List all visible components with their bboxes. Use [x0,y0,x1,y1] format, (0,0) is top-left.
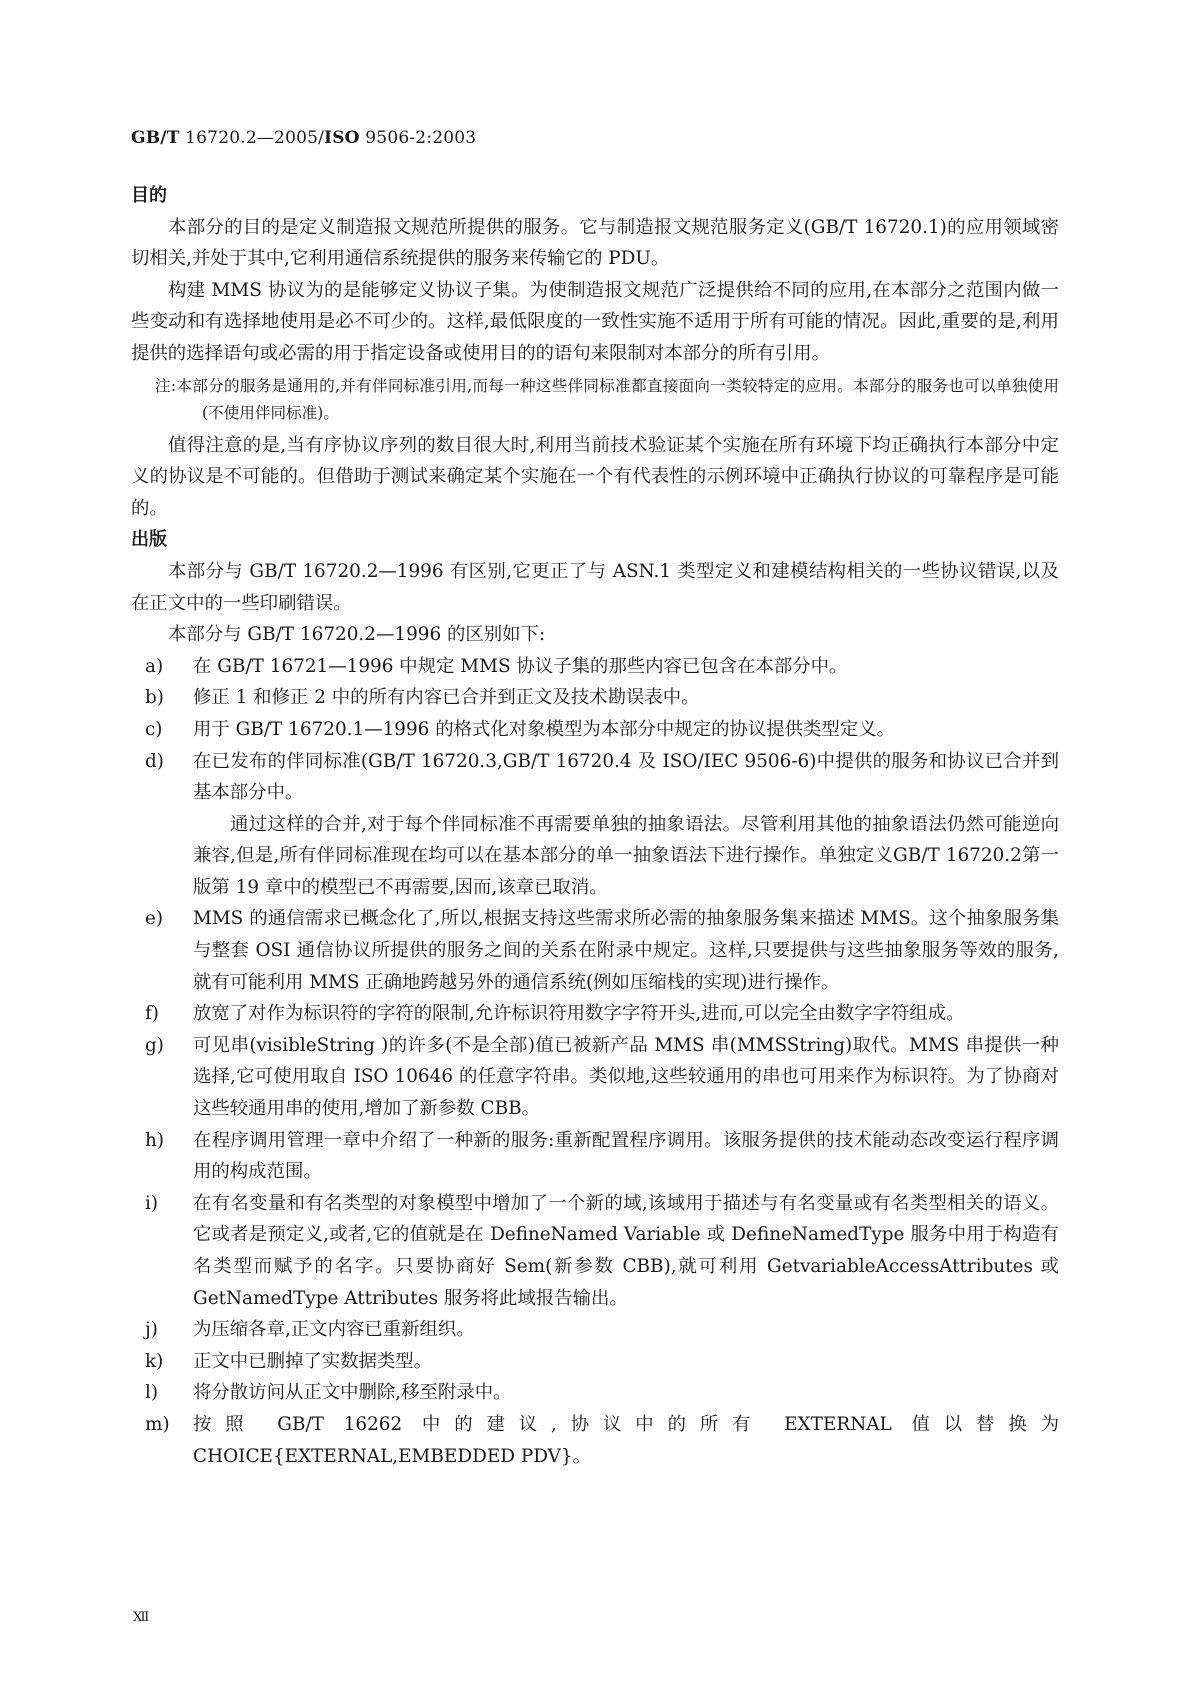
list-marker: k) [145,1350,164,1372]
list-marker: b) [145,687,164,709]
list-marker: a) [145,655,164,677]
list-item-text: 为压缩各章,正文内容已重新组织。 [193,1319,475,1341]
standard-prefix: GB/T [131,128,180,148]
list-item-text: 按照 GB/T 16262 中的建议,协议中的所有 EXTERNAL 值以替换为 CHOICE{EXTERNAL,EMBEDDED PDV}。 [193,1413,1059,1467]
list-item-text: 在有名变量和有名类型的对象模型中增加了一个新的域,该域用于描述与有名变量或有名类型相关的语义。它或者是预定义,或者,它的值就是在 DefineNamed Variable 或 DefineNamedType 服务中用于构造有名类型而赋予的名字。只要协商好 Sem(新参数 CBB),就可利用 GetvariableAccessAttributes 或 GetNamedType Attributes 服务将此域报告输出。 [193,1192,1059,1309]
list-marker: i) [145,1192,159,1214]
list-item [131,1377,1059,1409]
list-item [131,1188,1059,1314]
list-item [131,651,1059,683]
list-item [131,746,1059,809]
list-item [131,1409,1059,1472]
list-item-text: 将分散访问从正文中删除,移至附录中。 [193,1382,512,1404]
list-marker: l) [145,1382,159,1404]
list-item-d-paragraph: 通过这样的合并,对于每个伴同标准不再需要单独的抽象语法。尽管利用其他的抽象语法仍然可能逆向兼容,但是,所有伴同标准现在均可以在基本部分的单一抽象语法下进行操作。单独定义GB/T 16720.2第一版第 19 章中的模型已不再需要,因而,该章已取消。 [193,813,1059,898]
list-item-text: 用于 GB/T 16720.1—1996 的格式化对象模型为本部分中规定的协议提供类型定义。 [193,718,895,740]
list-item [131,682,1059,714]
list-item-text: 放宽了对作为标识符的字符的限制,允许标识符用数字字符开头,进而,可以完全由数字字符组成。 [193,1003,965,1025]
list-item-text: 在程序调用管理一章中介绍了一种新的服务:重新配置程序调用。该服务提供的技术能动态改变运行程序调用的构成范围。 [193,1129,1059,1183]
list-marker: d) [145,750,164,772]
list-item [131,1346,1059,1378]
list-item [131,903,1059,998]
purpose-paragraph-1: 本部分的目的是定义制造报文规范所提供的服务。它与制造报文规范服务定义(GB/T 16720.1)的应用领域密切相关,并处于其中,它利用通信系统提供的服务来传输它的 PDU。 [131,216,1059,270]
edition-paragraph-1: 本部分与 GB/T 16720.2—1996 有区别,它更正了与 ASN.1 类型定义和建模结构相关的一些协议错误,以及在正文中的一些印刷错误。 [131,560,1059,614]
list-item [131,998,1059,1030]
list-item-text: 可见串(visibleString )的许多(不是全部)值已被新产品 MMS 串(MMSString)取代。MMS 串提供一种选择,它可使用取自 ISO 10646 的任意字符串。类似地,这些较通用的串也可用来作为标识符。为了协商对这些较通用串的使用,增加了新参数 CBB。 [193,1034,1059,1120]
iso-prefix: ISO [324,128,360,148]
section-heading-edition: 出版 [131,529,167,551]
page-header [131,128,476,148]
purpose-paragraph-2: 构建 MMS 协议为的是能够定义协议子集。为使制造报文规范广泛提供给不同的应用,在本部分之范围内做一些变动和有选择地使用是必不可少的。这样,最低限度的一致性实施不适用于所有可能的情况。因此,重要的是,利用提供的选择语句或必需的用于指定设备或使用目的的语句来限制对本部分的所有引用。 [131,279,1059,364]
list-item-text: 在 GB/T 16721—1996 中规定 MMS 协议子集的那些内容已包含在本部分中。 [193,655,848,677]
list-item-text: MMS 的通信需求已概念化了,所以,根据支持这些需求所必需的抽象服务集来描述 MMS。这个抽象服务集与整套 OSI 通信协议所提供的服务之间的关系在附录中规定。这样,只要提供与这些抽象服务等效的服务,就有可能利用 MMS 正确地跨越另外的通信系统(例如压缩栈的实现)进行操作。 [193,908,1059,993]
iso-code: 9506-2:2003 [359,128,477,148]
list-marker: h) [145,1129,165,1151]
standard-code: 16720.2—2005/ [179,128,325,148]
list-item [131,1030,1059,1125]
list-item-text: 在已发布的伴同标准(GB/T 16720.3,GB/T 16720.4 及 ISO/IEC 9506-6)中提供的服务和协议已合并到基本部分中。 [193,750,1059,804]
list-item [131,714,1059,746]
list-marker: m) [145,1413,170,1435]
list-marker: e) [145,908,164,930]
list-item [131,1314,1059,1346]
list-marker: j) [145,1319,158,1341]
purpose-note: 注:本部分的服务是通用的,并有伴同标准引用,而每一种这些伴同标准都直接面向一类较特定的应用。本部分的服务也可以单独使用(不使用伴同标准)。 [155,376,1059,422]
list-item-text: 修正 1 和修正 2 中的所有内容已合并到正文及技术勘误表中。 [193,687,700,709]
difference-list [131,651,1059,1472]
section-heading-purpose: 目的 [131,185,167,206]
list-marker: c) [145,718,163,740]
purpose-paragraph-3: 值得注意的是,当有序协议序列的数目很大时,利用当前技术验证某个实施在所有环境下均正确执行本部分中定义的协议是不可能的。但借助于测试来确定某个实施在一个有代表性的示例环境中正确执行协议的可靠程序是可能的。 [131,434,1059,519]
list-marker: g) [145,1034,164,1056]
document-body [131,180,1059,1472]
list-marker: f) [145,1003,159,1025]
edition-paragraph-2: 本部分与 GB/T 16720.2—1996 的区别如下: [168,624,546,646]
page-number: Ⅻ [133,1610,150,1625]
list-item [131,1125,1059,1188]
list-item-text: 正文中已删掉了实数据类型。 [193,1350,433,1372]
